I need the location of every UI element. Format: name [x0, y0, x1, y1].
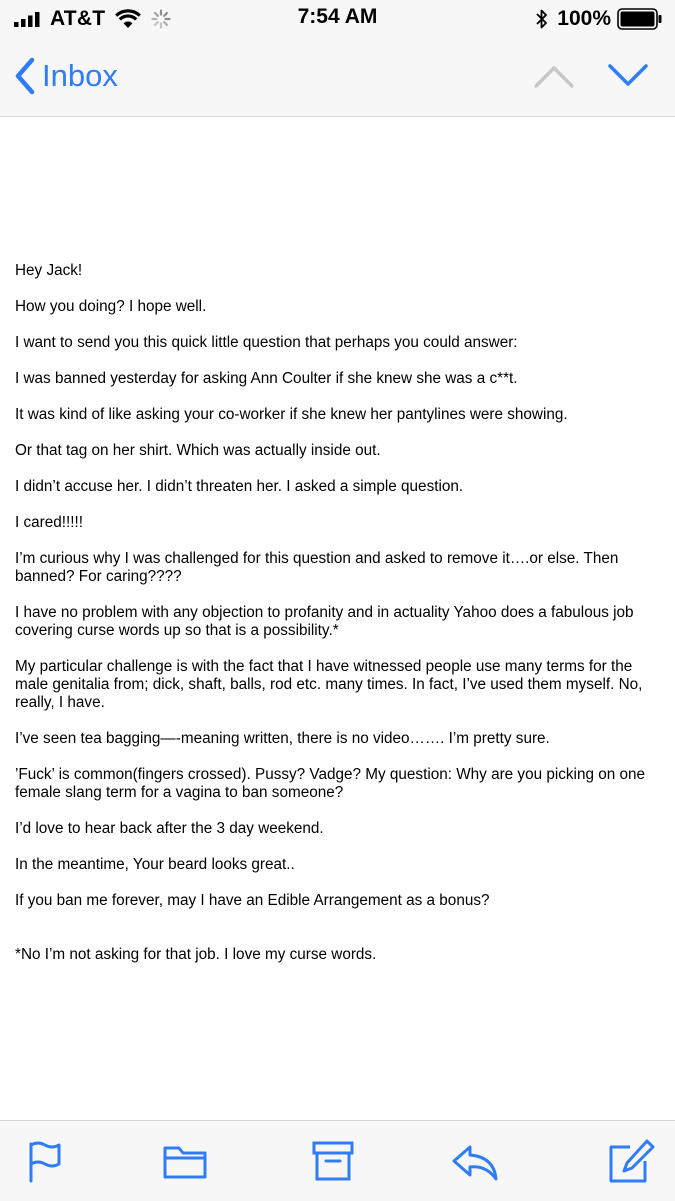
reply-icon [450, 1139, 500, 1185]
back-label: Inbox [42, 58, 118, 93]
compose-button[interactable] [606, 1139, 656, 1185]
message-paragraph: I was banned yesterday for asking Ann Coulter if she knew she was a c**t. [15, 370, 518, 387]
message-paragraph: ’Fuck’ is common(fingers crossed). Pussy? Vadge? My question: Why are you picking on one female slang term for a vagina to ban someone? [15, 766, 646, 801]
bottom-toolbar [0, 1120, 675, 1201]
archive-icon [308, 1139, 358, 1185]
message-paragraph: I’d love to hear back after the 3 day weekend. [15, 820, 324, 837]
message-paragraph: I have no problem with any objection to profanity and in actuality Yahoo does a fabulous job covering curse words up so that is a possibility.* [15, 604, 634, 639]
bluetooth-icon [535, 8, 549, 30]
status-time: 7:54 AM [297, 5, 378, 28]
message-paragraph: If you ban me forever, may I have an Edible Arrangement as a bonus? [15, 892, 490, 909]
chevron-up-icon [530, 58, 578, 94]
battery-percent: 100% [557, 7, 611, 30]
status-right [535, 6, 663, 32]
move-to-folder-button[interactable] [160, 1139, 210, 1185]
flag-icon [22, 1139, 72, 1185]
archive-button[interactable] [308, 1139, 358, 1185]
message-paragraph: How you doing? I hope well. [15, 298, 207, 315]
message-paragraph: I cared!!!!! [15, 514, 84, 531]
battery-icon [617, 8, 663, 30]
chevron-down-icon [604, 58, 652, 94]
compose-icon [606, 1139, 656, 1185]
navigation-bar [0, 38, 675, 117]
message-paragraph: My particular challenge is with the fact that I have witnessed people use many terms for the male genitalia from; dick, shaft, balls, rod etc. many times. In fact, I’ve used them myself. No, really, I have. [15, 658, 643, 711]
message-paragraph: Hey Jack! [15, 262, 83, 279]
status-bar [0, 0, 675, 38]
message-paragraph: I want to send you this quick little question that perhaps you could answer: [15, 334, 518, 351]
message-paragraph: It was kind of like asking your co-worker if she knew her pantylines were showing. [15, 406, 568, 423]
carrier-name: AT&T [50, 7, 106, 30]
back-to-inbox-button[interactable] [14, 52, 118, 100]
message-paragraph: Or that tag on her shirt. Which was actually inside out. [15, 442, 381, 459]
message-footnote: *No I’m not asking for that job. I love my curse words. [15, 946, 377, 963]
message-paragraph: I’m curious why I was challenged for this question and asked to remove it….or else. Then banned? For caring???? [15, 550, 619, 585]
message-paragraph: In the meantime, Your beard looks great.. [15, 856, 295, 873]
message-paragraph: I didn’t accuse her. I didn’t threaten her. I asked a simple question. [15, 478, 464, 495]
flag-button[interactable] [22, 1139, 72, 1185]
next-message-button[interactable] [604, 58, 652, 94]
message-body [15, 262, 645, 982]
message-paragraph: I’ve seen tea bagging—-meaning written, there is no video……. I’m pretty sure. [15, 730, 550, 747]
folder-icon [160, 1139, 210, 1185]
chevron-left-icon [14, 57, 36, 95]
reply-button[interactable] [450, 1139, 500, 1185]
previous-message-button[interactable] [530, 58, 578, 94]
